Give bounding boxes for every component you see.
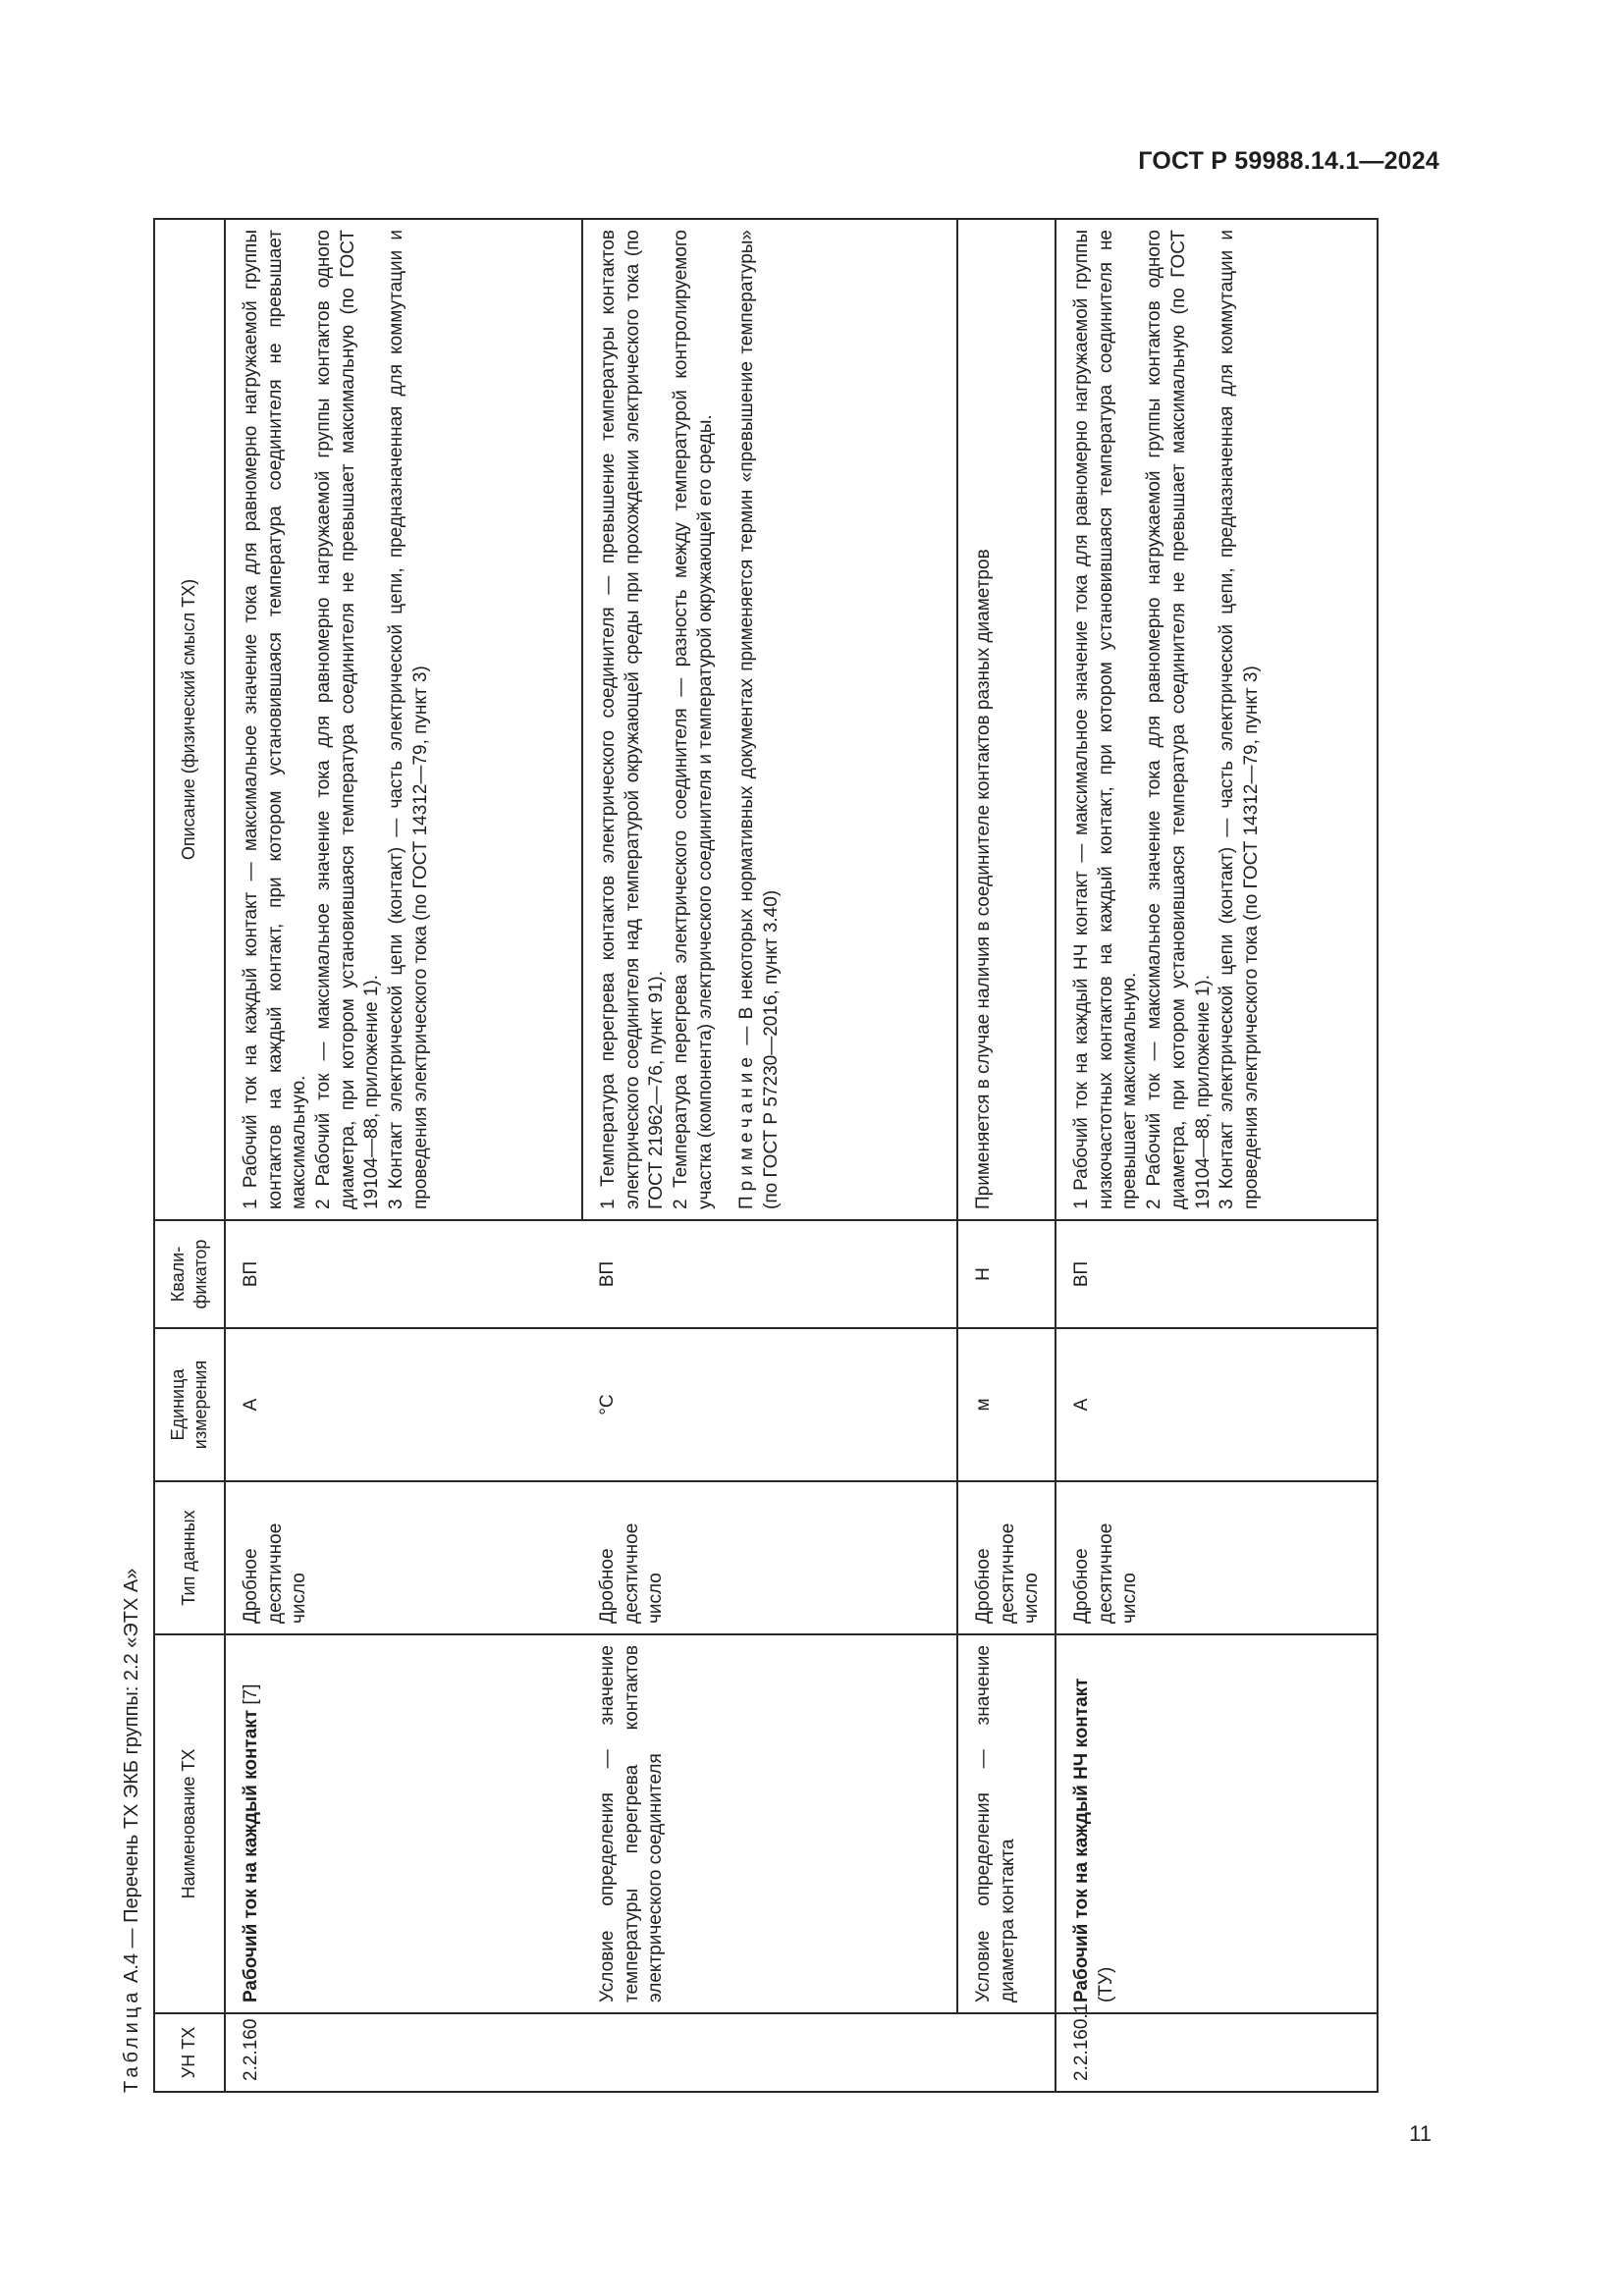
table-row (957, 219, 1056, 2092)
cell-name-suffix: (ТУ) (1095, 1966, 1116, 2002)
col-header-unit: Единица измерения (154, 1328, 225, 1481)
cell-name-bold: Рабочий ток на каждый НЧ контакт (1071, 1678, 1093, 2002)
page-number: 11 (1409, 2121, 1432, 2146)
col-header-description: Описание (физический смысл ТХ) (154, 219, 225, 1220)
caption-prefix: Таблица (121, 1988, 142, 2093)
cell-unit: °С (582, 1328, 957, 1481)
cell-name: Условие определения — значение температуры перегрева контактов электрического соединителя (582, 1634, 957, 2013)
desc-para: Применяется в случае наличия в соединителе контактов разных диаметров (973, 549, 994, 1209)
cell-name-bold: Рабочий ток на каждый контакт (241, 1709, 261, 2002)
desc-para: 2 Рабочий ток — максимальное значение тока для равномерно нагружаемой группы контактов одного диаметра, при котором установившаяся температура соединителя не превышает максимальную (по ГОСТ 19104—88, приложение 1). (1144, 230, 1214, 1209)
desc-para: 1 Рабочий ток на каждый НЧ контакт — максимальное значение тока для равномерно нагружаемой группы низкочастотных контактов на каждый контакт, при котором установившаяся температура соединителя не превышает максимальную. (1071, 230, 1141, 1209)
desc-note (735, 230, 784, 1209)
cell-qualifier: ВП (1056, 1220, 1378, 1328)
desc-para: 2 Рабочий ток — максимальное значение тока для равномерно нагружаемой группы контактов одного диаметра, при котором установившаяся температура соединителя не превышает максимальную (по ГОСТ 19104—88, приложение 1). (313, 230, 383, 1209)
table-row (582, 219, 957, 2092)
cell-id: 2.2.160 (225, 2013, 1056, 2092)
cell-qualifier: Н (957, 1220, 1056, 1328)
standard-header: ГОСТ Р 59988.14.1—2024 (1138, 147, 1439, 175)
cell-description (225, 219, 582, 1220)
cell-unit: А (225, 1328, 582, 1481)
caption-text: А.4 — Перечень ТХ ЭКБ группы: 2.2 «ЭТХ А» (121, 1568, 142, 1989)
cell-unit: А (1056, 1328, 1378, 1481)
cell-type: Дробное десятичное число (225, 1481, 582, 1634)
desc-para: 1 Температура перегрева контактов электрического соединителя — превышение температуры контактов электрического соединителя над температурой окружающей среды при прохождении электрического тока (по ГОСТ 21962—76, пункт 91). (598, 230, 668, 1209)
cell-name: Условие определения — значение диаметра контакта (957, 1634, 1056, 2013)
table-header-row (154, 219, 225, 2092)
cell-type: Дробное десятичное число (957, 1481, 1056, 1634)
cell-type: Дробное десятичное число (1056, 1481, 1378, 1634)
cell-id: 2.2.160.1 (1056, 2013, 1378, 2092)
note-text: — В некоторых нормативных документах применяется термин «превышение температуры» (по ГОСТ Р 57230—2016, пункт 3.40) (736, 230, 783, 1209)
col-header-name: Наименование ТХ (154, 1634, 225, 2013)
rotated-table-region (112, 220, 1312, 2093)
cell-type: Дробное десятичное число (582, 1481, 957, 1634)
table-row (225, 219, 582, 2092)
desc-para: 3 Контакт электрической цепи (контакт) — часть электрической цепи, предназначенная для коммутации и проведения электрического тока (по ГОСТ 14312—79, пункт 3) (1217, 230, 1262, 1209)
cell-description (957, 219, 1056, 1220)
desc-para: 2 Температура перегрева электрического соединителя — разность между температурой контролируемого участка (компонента) электрического соединителя и температурой окружающей его среды. (671, 230, 716, 1209)
cell-description (1056, 219, 1378, 1220)
desc-para: 1 Рабочий ток на каждый контакт — максимальное значение тока для равномерно нагружаемой группы контактов на каждый контакт, при котором установившаяся температура соединителя не превышает максимальную. (241, 230, 310, 1209)
cell-name (225, 1634, 582, 2013)
cell-qualifier: ВП (582, 1220, 957, 1328)
cell-name (1056, 1634, 1378, 2013)
note-label: Примечание (736, 1052, 758, 1209)
cell-qualifier: ВП (225, 1220, 582, 1328)
col-header-id: УН ТХ (154, 2013, 225, 2092)
cell-description (582, 219, 957, 1220)
col-header-type: Тип данных (154, 1481, 225, 1634)
cell-name-ref: [7] (241, 1683, 261, 1710)
table-caption (112, 1569, 151, 2093)
desc-para: 3 Контакт электрической цепи (контакт) — часть электрической цепи, предназначенная для коммутации и проведения электрического тока (по ГОСТ 14312—79, пункт 3) (386, 230, 431, 1209)
tx-table (153, 218, 1379, 2093)
table-row (1056, 219, 1378, 2092)
col-header-qualifier: Квали-фикатор (154, 1220, 225, 1328)
cell-unit: м (957, 1328, 1056, 1481)
